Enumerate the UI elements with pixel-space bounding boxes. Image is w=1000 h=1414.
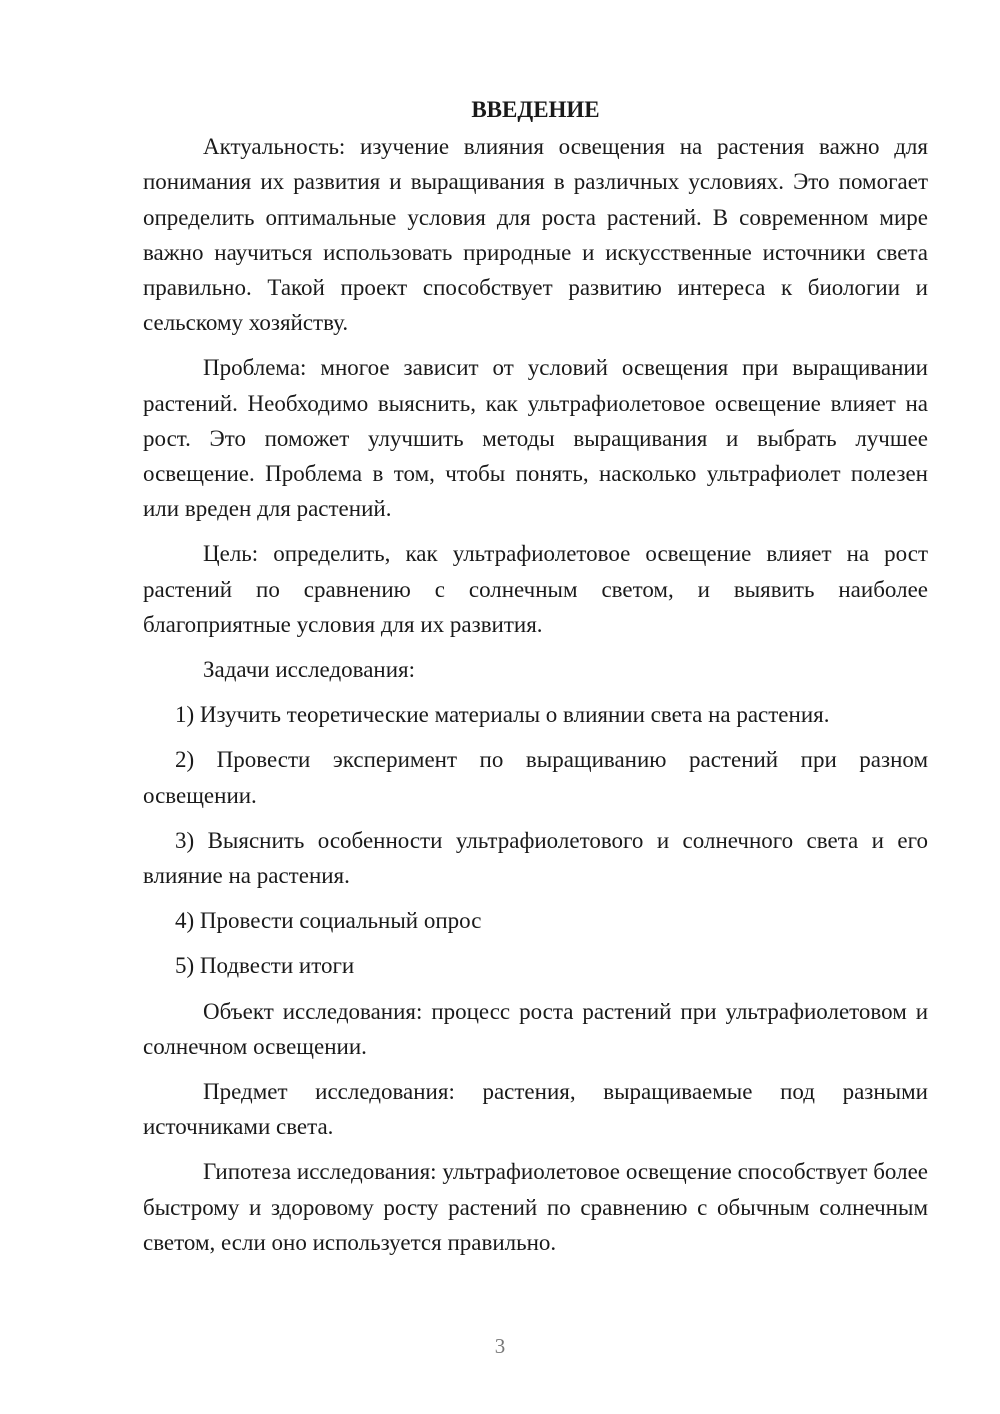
page-number: 3 xyxy=(494,1334,506,1358)
task-item-1: 1) Изучить теоретические материалы о влиянии света на растения. xyxy=(175,702,830,728)
subject-paragraph: Предмет исследования: растения, выращиваемые под разными источниками света. xyxy=(143,1079,928,1140)
task-item-3: 3) Выяснить особенности ультрафиолетового и солнечного света и его влияние на растения. xyxy=(143,827,928,889)
problem-paragraph: Проблема: многое зависит от условий освещения при выращивании растений. Необходимо выяснить, как ультрафиолетовое освещение влияет на рост. Это поможет улучшить методы выращивания и выбрать лучшее освещение. Проблема в том, чтобы понять, насколько ультрафиолет полезен или вреден для растений. xyxy=(143,355,928,522)
relevance-paragraph: Актуальность: изучение влияния освещения на растения важно для понимания их развития и выращивания в различных условиях. Это помогает определить оптимальные условия для роста растений. В современном мире важно научиться использовать природные и искусственные источники света правильно. Такой проект способствует развитию интереса к биологии и сельскому хозяйству. xyxy=(143,134,928,336)
tasks-heading: Задачи исследования: xyxy=(203,657,416,683)
task-item-2: 2) Провести эксперимент по выращиванию растений при разном освещении. xyxy=(143,747,928,808)
task-item-4: 4) Провести социальный опрос xyxy=(175,908,482,934)
task-item-5: 5) Подвести итоги xyxy=(175,953,355,979)
goal-paragraph: Цель: определить, как ультрафиолетовое освещение влияет на рост растений по сравнению с солнечным светом, и выявить наиболее благоприятные условия для их развития. xyxy=(143,541,928,637)
object-paragraph: Объект исследования: процесс роста растений при ультрафиолетовом и солнечном освещении. xyxy=(143,998,928,1059)
page-title: ВВЕДЕНИЕ xyxy=(471,97,600,122)
hypothesis-paragraph: Гипотеза исследования: ультрафиолетовое освещение способствует более быстрому и здоровому росту растений по сравнению с обычным солнечным светом, если оно используется правильно. xyxy=(143,1159,928,1255)
page-content xyxy=(143,92,928,1270)
